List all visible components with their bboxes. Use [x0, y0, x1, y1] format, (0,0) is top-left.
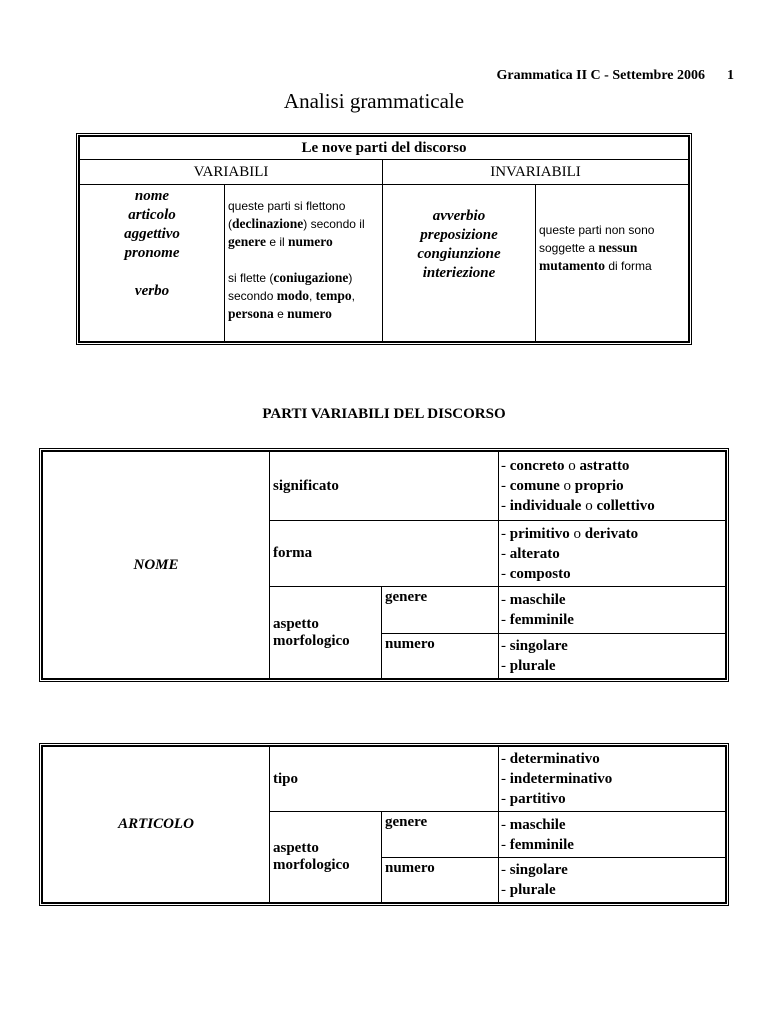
numero-label: numero [382, 634, 499, 679]
invariable-parts-list [383, 185, 536, 342]
numero-options: - singolare - plurale [499, 858, 726, 903]
invariable-parts-description: queste parti non sono soggette a nessun mutamento di forma [536, 185, 689, 342]
nome-title: NOME [43, 452, 270, 679]
page-header [0, 68, 734, 84]
parts-of-speech-table [76, 133, 692, 345]
variable-parts-description [225, 185, 383, 342]
desc-nomi: queste parti si flettono (declinazione) secondo il genere e il numero [228, 199, 365, 249]
part-pronome: pronome [124, 245, 180, 261]
forma-options: - primitivo o derivato - alterato - composto [499, 521, 726, 587]
part-nome: nome [134, 188, 170, 204]
aspetto-morfologico-label: aspetto morfologico [270, 587, 382, 679]
genere-options: - maschile - femminile [499, 587, 726, 634]
nome-table [39, 448, 729, 682]
table-caption: Le nove parti del discorso [80, 137, 689, 160]
desc-verbo: si flette (coniugazione) secondo modo, tempo, persona e numero [228, 270, 355, 321]
forma-label: forma [270, 521, 499, 587]
variabili-header: VARIABILI [80, 160, 383, 185]
section-title: PARTI VARIABILI DEL DISCORSO [262, 406, 506, 422]
part-verbo: verbo [134, 283, 170, 299]
genere-label: genere [382, 587, 499, 634]
numero-label: numero [382, 858, 499, 903]
page-number: 1 [727, 68, 734, 83]
part-avverbio: avverbio [432, 208, 486, 224]
part-articolo: articolo [128, 207, 176, 223]
part-aggettivo: aggettivo [124, 226, 180, 242]
aspetto-morfologico-label: aspetto morfologico [270, 812, 382, 903]
tipo-options: - determinativo - indeterminativo - partitivo [499, 747, 726, 812]
invariabili-header: INVARIABILI [383, 160, 689, 185]
part-congiunzione: congiunzione [417, 246, 501, 262]
articolo-title: ARTICOLO [43, 747, 270, 903]
part-preposizione: preposizione [420, 227, 498, 243]
genere-label: genere [382, 812, 499, 858]
page-title: Analisi grammaticale [283, 89, 465, 113]
tipo-label: tipo [270, 747, 499, 812]
significato-label: significato [270, 452, 499, 521]
header-text: Grammatica II C - Settembre 2006 [496, 68, 705, 83]
numero-options: - singolare - plurale [499, 634, 726, 679]
articolo-table [39, 743, 729, 906]
significato-options: - concreto o astratto - comune o proprio - individuale o collettivo [499, 452, 726, 521]
genere-options: - maschile - femminile [499, 812, 726, 858]
variable-parts-list [80, 185, 225, 342]
part-interiezione: interiezione [422, 265, 496, 281]
